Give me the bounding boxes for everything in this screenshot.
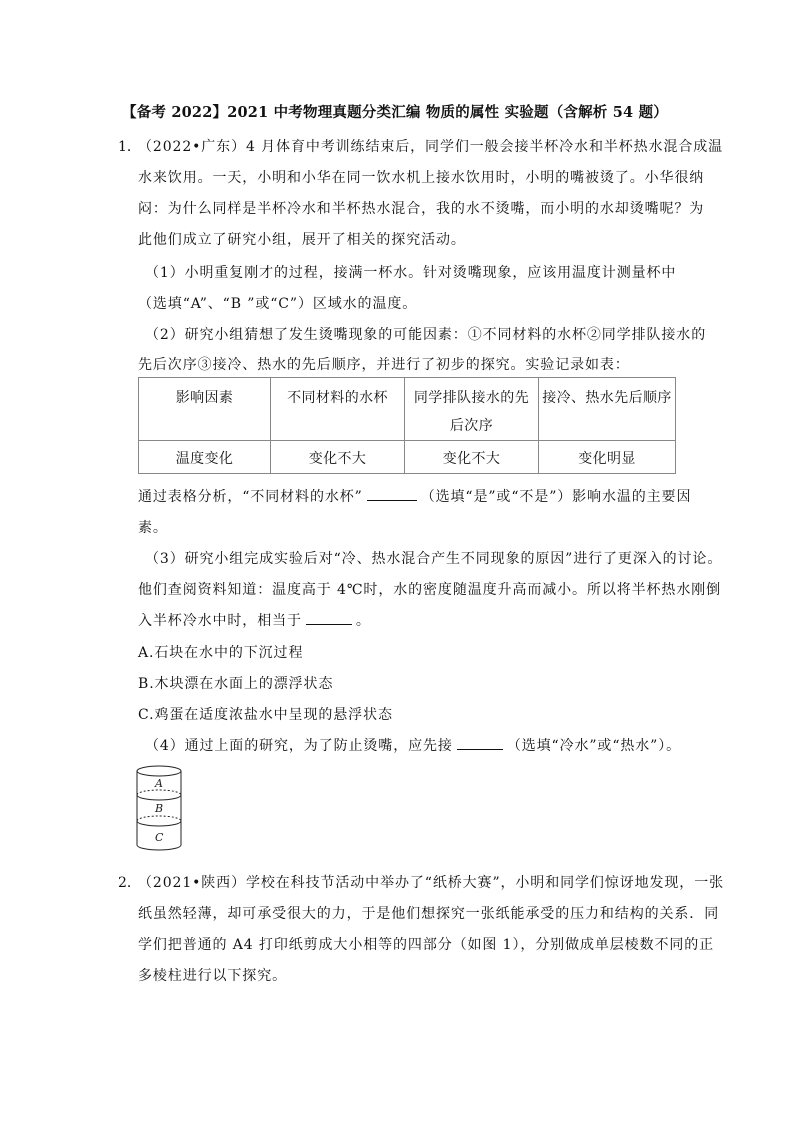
table-cell: 不同材料的水杯 — [271, 378, 405, 441]
table-cell: 接冷、热水先后顺序 — [539, 378, 676, 441]
part3-text-after-blank: 。 — [355, 613, 371, 629]
answer-blank-3[interactable] — [457, 735, 503, 750]
question-2-number: 2． — [118, 875, 141, 891]
q2-line-4: 多棱柱进行以下探究。 — [138, 968, 287, 984]
table-row — [139, 441, 676, 474]
q1-part2-line-2: 先后次序③接冷、热水的先后顺序，并进行了初步的探究。实验记录如表： — [138, 357, 630, 373]
table-cell: 温度变化 — [139, 441, 271, 474]
part4-text-before-blank: （4）通过上面的研究，为了防止烫嘴，应先接 — [145, 738, 453, 754]
divider-2-front — [137, 821, 181, 826]
q1-intro-line-3: 闷：为什么同样是半杯冷水和半杯热水混合，我的水不烫嘴，而小明的水却烫嘴呢？为 — [138, 201, 705, 217]
divider-1-back — [137, 790, 181, 795]
question-1-number: 1． — [118, 139, 141, 155]
divider-1-front — [137, 795, 181, 800]
q2-line-1: （2021•陕西）学校在科技节活动中举办了“纸桥大赛”，小明和同学们惊讶地发现，一张 — [138, 875, 724, 891]
document-title: 【备考 2022】2021 中考物理真题分类汇编 物质的属性 实验题（含解析 54 题） — [122, 104, 668, 121]
q1-intro-line-1: （2022•广东）4 月体育中考训练结束后，同学们一般会接半杯冷水和半杯热水混合成温 — [138, 139, 724, 155]
table-cell: 同学排队接水的先后次序 — [405, 378, 539, 441]
table-cell: 影响因素 — [139, 378, 271, 441]
option-a: A.石块在水中的下沉过程 — [138, 645, 304, 661]
table-cell: 变化不大 — [271, 441, 405, 474]
experiment-record-table — [138, 377, 676, 474]
q2-line-2: 纸虽然轻薄，却可承受很大的力，于是他们想探究一张纸能承受的压力和结构的关系．同 — [138, 906, 720, 922]
q1-part2-line-1: （2）研究小组猜想了发生烫嘴现象的可能因素：①不同材料的水杯②同学排队接水的 — [145, 327, 707, 343]
q1-intro-line-2: 水来饮用。一天，小明和小华在同一饮水机上接水饮用时，小明的嘴被烫了。小华很纳 — [138, 170, 705, 186]
part3-text-before-blank: 入半杯冷水中时，相当于 — [138, 613, 302, 629]
part4-text-after-blank: （选填“冷水”或“热水”）。 — [506, 738, 682, 754]
cup-diagram — [128, 762, 190, 854]
option-b: B.木块漂在水面上的漂浮状态 — [138, 676, 334, 692]
cup-top-rim — [137, 766, 181, 776]
q1-part3-line-2: 他们查阅资料知道：温度高于 4℃时，水的密度随温度升高而减小。所以将半杯热水刚倒 — [138, 582, 722, 598]
region-label-a: A — [155, 777, 163, 790]
table-cell: 变化明显 — [539, 441, 676, 474]
q2-line-3: 学们把普通的 A4 打印纸剪成大小相等的四部分（如图 1），分别做成单层棱数不同的正 — [138, 937, 715, 953]
answer-blank-1[interactable] — [367, 486, 417, 501]
analysis-text-after-blank: （选填“是”或“不是”）影响水温的主要因 — [420, 489, 692, 505]
q1-part4-line — [145, 735, 681, 755]
option-c: C.鸡蛋在适度浓盐水中呈现的悬浮状态 — [138, 707, 393, 723]
region-label-c: C — [155, 831, 164, 844]
q1-part3-line-3 — [138, 610, 371, 630]
cup-bottom — [137, 845, 181, 850]
region-label-b: B — [155, 802, 164, 815]
table-header-row — [139, 378, 676, 441]
q1-part1-line-1: （1）小明重复刚才的过程，接满一杯水。针对烫嘴现象，应该用温度计测量杯中 — [145, 265, 677, 281]
analysis-text-before-blank: 通过表格分析，“不同材料的水杯” — [138, 489, 363, 505]
q1-table-analysis-line-1 — [138, 486, 691, 506]
table-cell: 变化不大 — [405, 441, 539, 474]
divider-2-back — [137, 816, 181, 821]
q1-intro-line-4: 此他们成立了研究小组，展开了相关的探究活动。 — [138, 232, 466, 248]
q1-part1-line-2: （选填“A”、“B ”或“C”）区域水的温度。 — [138, 296, 418, 312]
answer-blank-2[interactable] — [306, 610, 352, 625]
q1-part3-line-1: （3）研究小组完成实验后对“冷、热水混合产生不同现象的原因”进行了更深入的讨论。 — [145, 551, 723, 567]
q1-table-analysis-line-2: 素。 — [138, 520, 168, 536]
